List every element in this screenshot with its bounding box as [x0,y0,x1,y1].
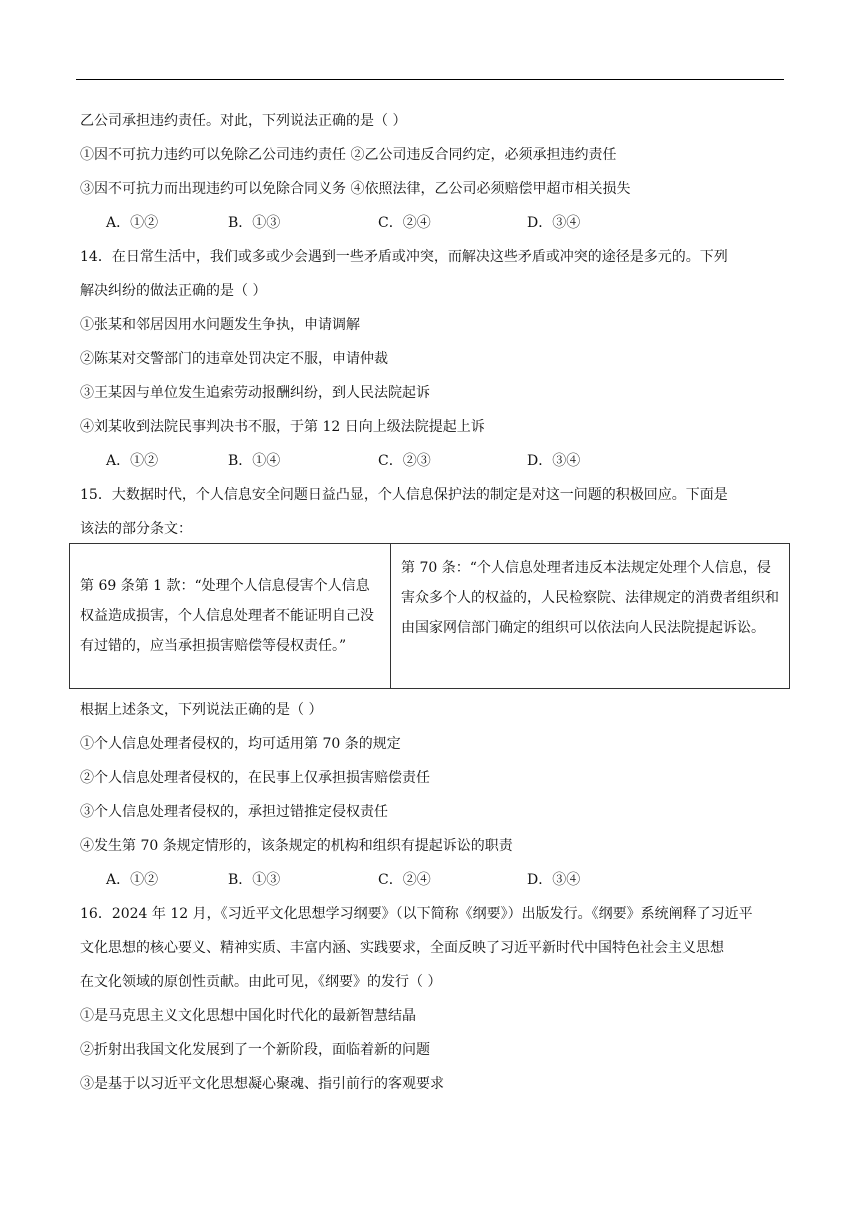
q16-item-1: ①是马克思主义文化思想中国化时代化的最新智慧结晶 [80,1008,416,1024]
q14-item-2: ②陈某对交警部门的违章处罚决定不服，申请仲裁 [80,351,388,367]
q15-item-3: ③个人信息处理者侵权的，承担过错推定侵权责任 [80,804,388,820]
q13-option-b[interactable]: B．①③ [228,215,281,231]
article-69-text: 第 69 条第 1 款：“处理个人信息侵害个人信息权益造成损害，个人信息处理者不能证明自己没有过错的，应当承担损害赔偿等侵权责任。” [80,578,374,654]
q16-item-3: ③是基于以习近平文化思想凝心聚魂、指引前行的客观要求 [80,1076,444,1092]
q13-stem-tail: 乙公司承担违约责任。对此，下列说法正确的是（ ） [80,113,407,129]
q16-stem-line-1: 16．2024 年 12 月，《习近平文化思想学习纲要》（以下简称《纲要》）出版发行。《纲要》系统阐释了习近平 [80,906,753,922]
article-69-cell [70,544,391,688]
q15-item-4: ④发生第 70 条规定情形的，该条规定的机构和组织有提起诉讼的职责 [80,838,513,854]
q15-stem-line-1: 15．大数据时代，个人信息安全问题日益凸显，个人信息保护法的制定是对这一问题的积极回应。下面是 [80,487,728,503]
q14-options [106,451,726,471]
q14-item-4: ④刘某收到法院民事判决书不服，于第 12 日向上级法院提起上诉 [80,419,485,435]
q14-item-1: ①张某和邻居因用水问题发生争执，申请调解 [80,317,360,333]
article-70-text: 第 70 条：“个人信息处理者违反本法规定处理个人信息，侵害众多个人的权益的，人民检察院、法律规定的消费者组织和由国家网信部门确定的组织可以依法向人民法院提起诉讼。 [401,560,779,636]
q14-stem-line-2: 解决纠纷的做法正确的是（ ） [80,283,267,299]
q15-item-1: ①个人信息处理者侵权的，均可适用第 70 条的规定 [80,736,401,752]
q13-options [106,213,726,233]
q16-stem-line-2: 文化思想的核心要义、精神实质、丰富内涵、实践要求，全面反映了习近平新时代中国特色社会主义思想 [80,940,724,956]
q16-item-2: ②折射出我国文化发展到了一个新阶段，面临着新的问题 [80,1042,430,1058]
q14-option-d[interactable]: D．③④ [527,453,581,469]
article-70-cell [391,544,789,688]
q15-option-c[interactable]: C．②④ [378,872,431,888]
q14-option-b[interactable]: B．①④ [228,453,281,469]
q15-option-b[interactable]: B．①③ [228,872,281,888]
q15-question: 根据上述条文，下列说法正确的是（ ） [80,702,323,718]
q15-option-a[interactable]: A．①② [106,872,159,888]
q15-option-d[interactable]: D．③④ [527,872,581,888]
q14-item-3: ③王某因与单位发生追索劳动报酬纠纷，到人民法院起诉 [80,385,430,401]
q15-options [106,870,726,890]
q15-stem-line-2: 该法的部分条文： [80,521,192,537]
q14-option-a[interactable]: A．①② [106,453,159,469]
q14-stem-line-1: 14．在日常生活中，我们或多或少会遇到一些矛盾或冲突，而解决这些矛盾或冲突的途径是多元的。下列 [80,249,728,265]
law-article-table [69,543,790,689]
q16-stem-line-3: 在文化领域的原创性贡献。由此可见，《纲要》的发行（ ） [80,974,442,990]
q15-item-2: ②个人信息处理者侵权的，在民事上仅承担损害赔偿责任 [80,770,430,786]
q13-item-row-1: ①因不可抗力违约可以免除乙公司违约责任 ②乙公司违反合同约定，必须承担违约责任 [80,147,617,163]
header-rule [76,79,784,80]
q13-option-d[interactable]: D．③④ [527,215,581,231]
q13-option-c[interactable]: C．②④ [378,215,431,231]
q13-item-row-2: ③因不可抗力而出现违约可以免除合同义务 ④依照法律，乙公司必须赔偿甲超市相关损失 [80,181,631,197]
q14-option-c[interactable]: C．②③ [378,453,431,469]
q13-option-a[interactable]: A．①② [106,215,159,231]
